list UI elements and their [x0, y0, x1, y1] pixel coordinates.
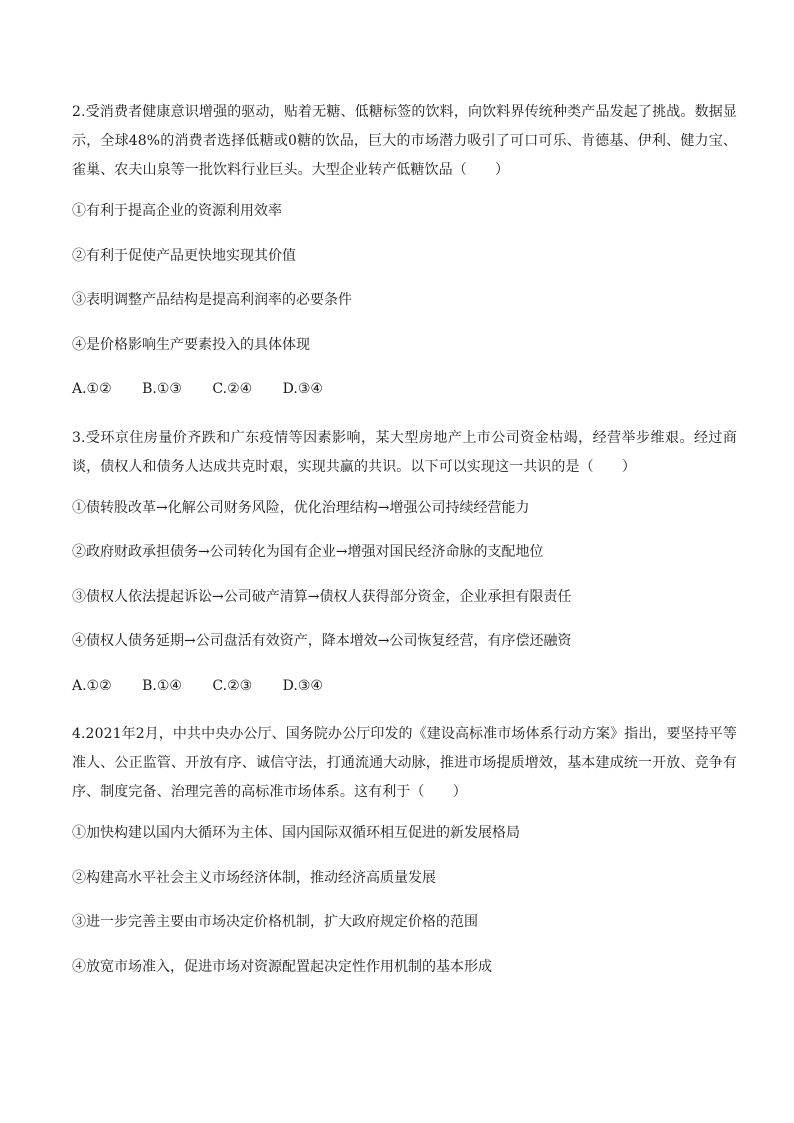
option-4: ④是价格影响生产要素投入的具体体现 — [72, 336, 310, 353]
question-stem: 3.受环京住房量价齐跌和广东疫情等因素影响，某大型房地产上市公司资金枯竭，经营举步维艰。经过商谈，债权人和债务人达成共克时艰，实现共赢的共识。以下可以实现这一共识的是（ ） — [72, 429, 737, 475]
option-3: ③表明调整产品结构是提高利润率的必要条件 — [72, 292, 352, 308]
question-stem: 4.2021年2月，中共中央办公厅、国务院办公厅印发的《建设高标准市场体系行动方案》指出，要坚持平等准人、公正监管、开放有序、诚信守法，打通流通大动脉，推进市场提质增效，基本建成统一开放、竞争有序、制度完备、治理完善的高标准市场体系。这有利于（ ） — [72, 726, 737, 800]
question-3 — [72, 424, 737, 696]
option-1: ①有利于提高企业的资源利用效率 — [72, 203, 282, 219]
question-2 — [72, 98, 737, 399]
answer-choice-d[interactable]: D.③④ — [282, 677, 323, 694]
answer-choice-b[interactable]: B.①③ — [142, 381, 182, 397]
answer-choice-a[interactable]: A.①② — [72, 677, 112, 694]
option-2: ②有利于促使产品更快地实现其价值 — [72, 247, 296, 264]
option-1: ①债转股改革→化解公司财务风险，优化治理结构→增强公司持续经营能力 — [72, 499, 530, 516]
answer-choices — [72, 379, 737, 399]
exam-page — [72, 98, 737, 1001]
option-2: ②政府财政承担债务→公司转化为国有企业→增强对国民经济命脉的支配地位 — [72, 544, 544, 560]
question-4 — [72, 720, 737, 977]
answer-choice-c[interactable]: C.②③ — [212, 677, 253, 694]
answer-choice-d[interactable]: D.③④ — [282, 381, 323, 397]
option-4: ④放宽市场准入，促进市场对资源配置起决定性作用机制的基本形成 — [72, 958, 492, 975]
answer-choice-c[interactable]: C.②④ — [212, 381, 253, 397]
answer-choice-b[interactable]: B.①④ — [142, 677, 182, 694]
option-3: ③债权人依法提起诉讼→公司破产清算→债权人获得部分资金，企业承担有限责任 — [72, 588, 572, 605]
option-1: ①加快构建以国内大循环为主体、国内国际双循环相互促进的新发展格局 — [72, 825, 520, 841]
answer-choice-a[interactable]: A.①② — [72, 381, 112, 397]
answer-choices — [72, 676, 737, 696]
option-2: ②构建高水平社会主义市场经济体制，推动经济高质量发展 — [72, 869, 436, 886]
option-3: ③进一步完善主要由市场决定价格机制，扩大政府规定价格的范围 — [72, 914, 478, 930]
question-stem: 2.受消费者健康意识增强的驱动，贴着无糖、低糖标签的饮料，向饮料界传统种类产品发起了挑战。数据显示，全球48%的消费者选择低糖或0糖的饮品，巨大的市场潜力吸引了可口可乐、肯德基、伊利、健力宝、雀巢、农夫山泉等一批饮料行业巨头。大型企业转产低糖饮品（ ） — [72, 104, 737, 178]
option-4: ④债权人债务延期→公司盘活有效资产，降本增效→公司恢复经营，有序偿还融资 — [72, 633, 572, 649]
